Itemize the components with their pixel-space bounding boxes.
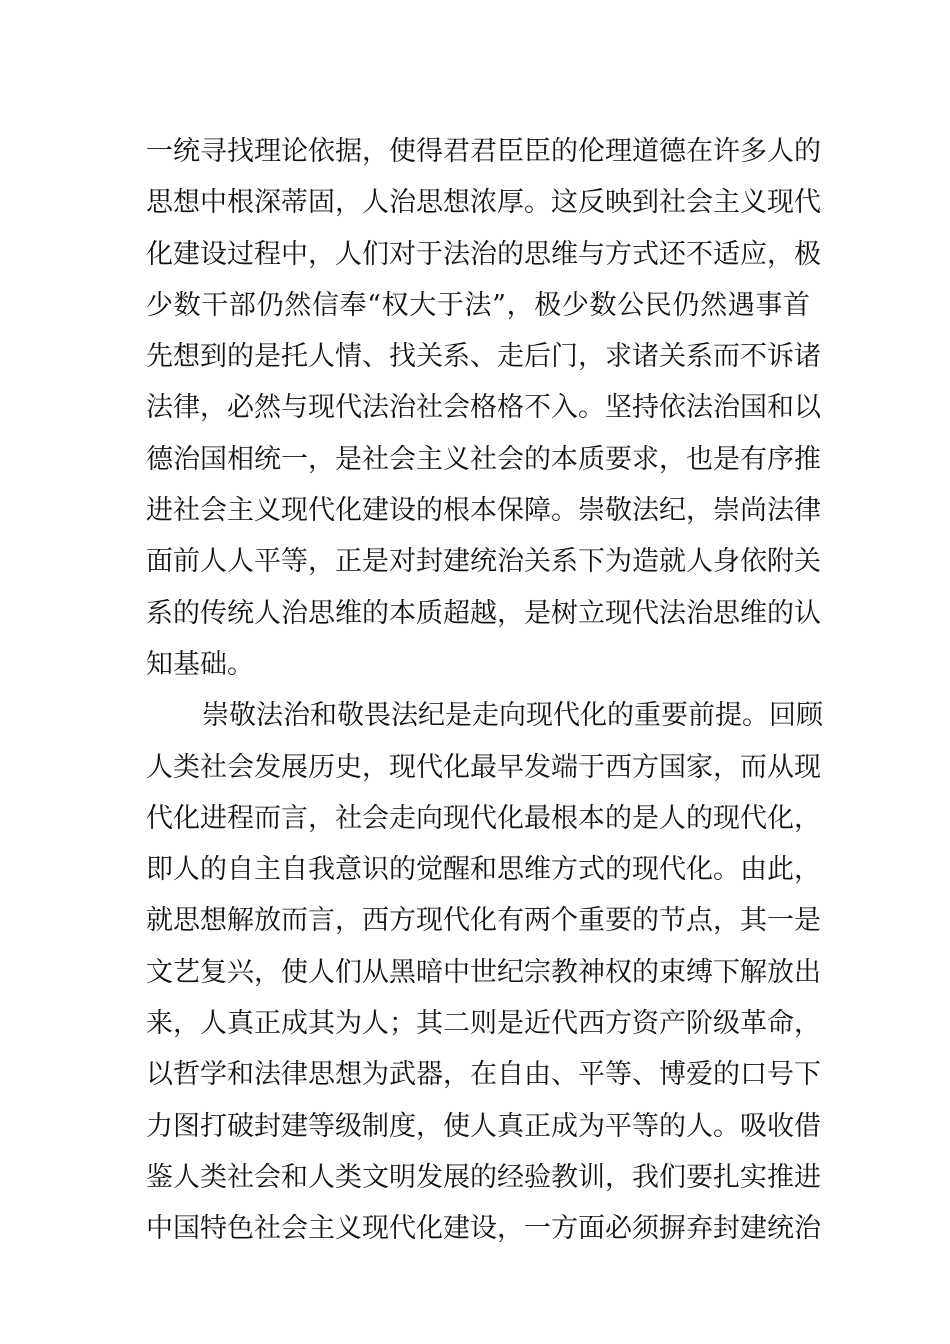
text-line: 一统寻找理论依据，使得君君臣臣的伦理道德在许多人的 <box>146 136 821 167</box>
text-line: 德治国相统一，是社会主义社会的本质要求，也是有序推 <box>146 443 821 475</box>
text-line: 化建设过程中，人们对于法治的思维与方式还不适应，极 <box>146 238 821 270</box>
text-line: 以哲学和法律思想为武器，在自由、平等、博爱的口号下 <box>146 1059 821 1091</box>
paragraph-2 <box>146 690 823 1254</box>
text-line: 就思想解放而言，西方现代化有两个重要的节点，其一是 <box>146 905 821 937</box>
text-line: 面前人人平等，正是对封建统治关系下为造就人身依附关 <box>146 546 821 578</box>
text-line: 来，人真正成其为人；其二则是近代西方资产阶级革命， <box>146 1008 821 1040</box>
text-line: 文艺复兴，使人们从黑暗中世纪宗教神权的束缚下解放出 <box>146 956 821 988</box>
document-body <box>146 126 823 1255</box>
text-line: 进社会主义现代化建设的根本保障。崇敬法纪，崇尚法律 <box>146 495 821 527</box>
text-line: 思想中根深蒂固，人治思想浓厚。这反映到社会主义现代 <box>146 187 821 219</box>
text-line: 中国特色社会主义现代化建设，一方面必须摒弃封建统治 <box>146 1213 821 1245</box>
text-line: 力图打破封建等级制度，使人真正成为平等的人。吸收借 <box>146 1110 821 1142</box>
text-line: 系的传统人治思维的本质超越，是树立现代法治思维的认 <box>146 597 821 629</box>
text-line: 先想到的是托人情、找关系、走后门，求诸关系而不诉诸 <box>146 341 821 373</box>
paragraph-1 <box>146 126 821 690</box>
text-line: 崇敬法治和敬畏法纪是走向现代化的重要前提。回顾 <box>202 700 823 732</box>
text-line: 鉴人类社会和人类文明发展的经验教训，我们要扎实推进 <box>146 1161 821 1193</box>
text-line: 即人的自主自我意识的觉醒和思维方式的现代化。由此， <box>146 854 821 886</box>
text-line: 法律，必然与现代法治社会格格不入。坚持依法治国和以 <box>146 392 821 424</box>
text-line: 少数干部仍然信奉“权大于法”，极少数公民仍然遇事首 <box>146 289 810 321</box>
text-line: 人类社会发展历史，现代化最早发端于西方国家，而从现 <box>146 751 821 783</box>
text-line: 代化进程而言，社会走向现代化最根本的是人的现代化， <box>146 802 821 834</box>
text-line: 知基础。 <box>146 648 254 680</box>
